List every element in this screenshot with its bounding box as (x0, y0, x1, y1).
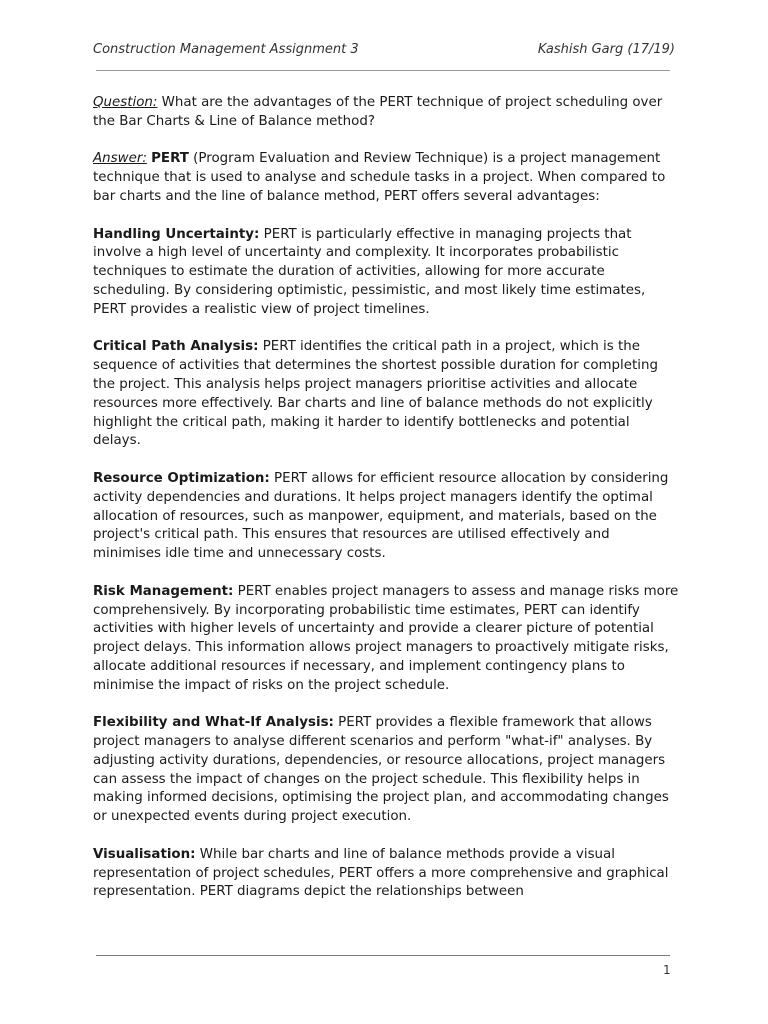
question-label: Question: (93, 95, 158, 110)
section-resource-optimization (93, 470, 681, 564)
answer-label: Answer: (93, 151, 147, 167)
header-author: Kashish Garg (17/19) (537, 42, 675, 57)
section-text: PERT is particularly effective in managing projects that involve a high level of uncertainty and complexity. It incorporates probabilistic techniques to estimate the duration of activities, allowing for more accurate scheduling. By considering optimistic, pessimistic, and most likely time estimates, PERT provides a realistic view of project timelines. (93, 226, 646, 317)
section-text: PERT identifies the critical path in a project, which is the sequence of activities that determines the shortest possible duration for completing the project. This analysis helps project managers prioritise activities and allocate resources more effectively. Bar charts and line of balance methods do not explicitly highlight the critical path, making it harder to identify bottlenecks and potential delays. (93, 339, 658, 449)
section-title: Handling Uncertainty: (93, 226, 260, 242)
header-divider (96, 70, 670, 71)
section-text: While bar charts and line of balance methods provide a visual representation of project schedules, PERT offers a more comprehensive and graphical representation. PERT diagrams depict the relationships between (93, 846, 669, 900)
answer-term: PERT (151, 151, 189, 167)
section-handling-uncertainty (93, 226, 681, 320)
page-header (93, 42, 675, 57)
section-critical-path-analysis (93, 338, 681, 451)
section-text: PERT enables project managers to assess and manage risks more comprehensively. By incorporating probabilistic time estimates, PERT can identify activities with higher levels of uncertainty and provide a clearer picture of potential project delays. This information allows project managers to proactively mitigate risks, allocate additional resources if necessary, and implement contingency plans to minimise the impact of risks on the project schedule. (93, 583, 679, 693)
page-number: 1 (663, 963, 671, 977)
section-title: Flexibility and What-If Analysis: (93, 715, 334, 731)
answer-paragraph (93, 150, 681, 206)
header-title: Construction Management Assignment 3 (93, 42, 359, 57)
section-title: Critical Path Analysis: (93, 339, 259, 355)
question-paragraph (93, 94, 681, 132)
section-flexibility-what-if (93, 714, 681, 827)
section-title: Visualisation: (93, 846, 196, 862)
section-risk-management (93, 583, 681, 696)
document-body (93, 94, 681, 921)
section-visualisation (93, 846, 681, 902)
footer-divider (96, 955, 670, 956)
section-text: PERT provides a flexible framework that allows project managers to analyse different scenarios and perform "what-if" analyses. By adjusting activity durations, dependencies, or resource allocations, project managers can assess the impact of changes on the project schedule. This flexibility helps in making informed decisions, optimising the project plan, and accommodating changes or unexpected events during project execution. (93, 715, 669, 825)
section-text: PERT allows for efficient resource allocation by considering activity dependencies and durations. It helps project managers identify the optimal allocation of resources, such as manpower, equipment, and materials, based on the project's critical path. This ensures that resources are utilised effectively and minimises idle time and unnecessary costs. (93, 470, 669, 562)
answer-text: (Program Evaluation and Review Technique) is a project management technique that is used to analyse and schedule tasks in a project. When compared to bar charts and the line of balance method, PERT offers several advantages: (93, 151, 666, 204)
section-title: Resource Optimization: (93, 470, 270, 486)
question-text: What are the advantages of the PERT technique of project scheduling over the Bar Charts & Line of Balance method? (93, 95, 663, 129)
section-title: Risk Management: (93, 583, 234, 599)
